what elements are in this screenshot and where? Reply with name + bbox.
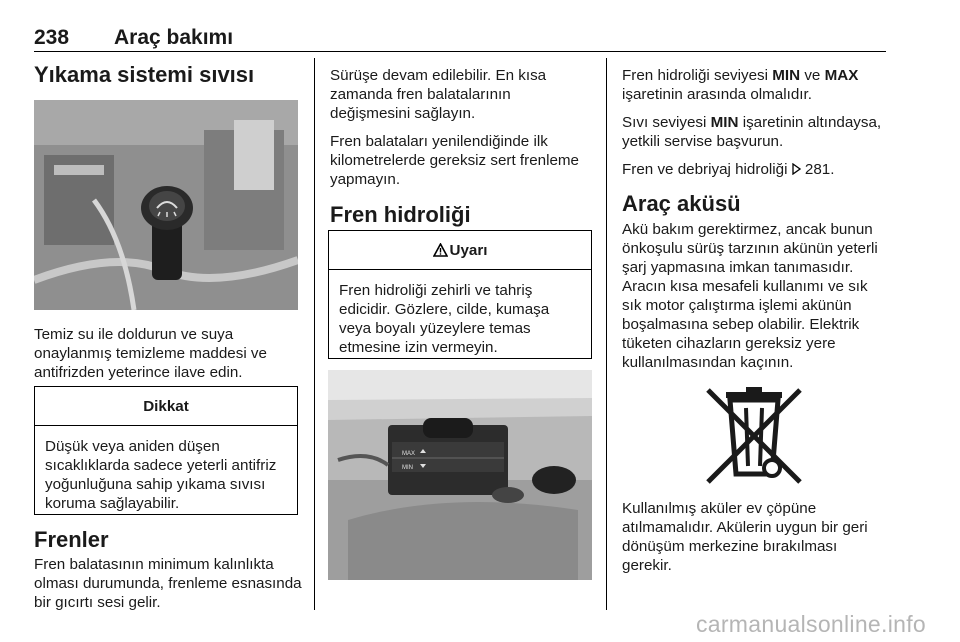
- min-mark: MIN: [772, 67, 801, 84]
- warning-title: Uyarı: [449, 241, 488, 259]
- warning-header: [329, 231, 591, 270]
- brake-fluid-reservoir-illustration: [328, 370, 592, 580]
- text-run: ve: [800, 67, 825, 84]
- brakes-continued-text: [330, 66, 592, 198]
- battery-text: [622, 220, 890, 381]
- washer-fluid-text: [34, 325, 300, 391]
- paragraph: Akü bakım gerektirmez, ancak bunun önkoşulu sürüş tarzının akünün yeterli şarj yapmasına imkan tanımasıdır. Aracın kısa mesafeli kullanımı ve sık sık motor çalıştırma işlemi akünün boşalmasına sebep olabilir. Elektrik tüketen cihazların gereksiz yere kullanılmasından kaçının.: [622, 221, 878, 371]
- header-rule: [34, 51, 886, 52]
- warning-box: [328, 230, 592, 359]
- page-reference[interactable]: 281.: [800, 161, 835, 178]
- brake-fluid-level-text: [622, 66, 888, 189]
- paragraph: [622, 66, 888, 104]
- caution-text: Düşük veya aniden düşen sıcaklıklarda sadece yeterli antifriz yoğunluğuna sahip yıkama sıvısı koruma sağlayabilir.: [45, 438, 277, 512]
- warning-text: Fren hidroliği zehirli ve tahriş edicidir. Gözlere, cilde, kumaşa veya boyalı yüzeylere temas etmesine izin vermeyin.: [339, 282, 550, 356]
- washer-fluid-heading: Yıkama sistemi sıvısı: [34, 62, 255, 87]
- battery-heading: Araç aküsü: [622, 191, 741, 216]
- text-run: Fren ve debriyaj hidroliği: [622, 161, 792, 178]
- column-divider: [606, 58, 607, 610]
- text-run: işaretinin altındaysa, yetkili servise başvurun.: [622, 114, 882, 150]
- paragraph: [622, 113, 888, 151]
- paragraph: Temiz su ile doldurun ve suya onaylanmış temizleme maddesi ve antifrizden yeterince ilave edin.: [34, 326, 267, 381]
- paragraph: Sürüşe devam edilebilir. En kısa zamanda fren balatalarının değişmesini sağlayın.: [330, 67, 547, 122]
- battery-disposal-text: [622, 499, 890, 584]
- brake-fluid-heading: Fren hidroliği: [330, 202, 471, 227]
- paragraph: Kullanılmış aküler ev çöpüne atılmamalıdır. Akülerin uygun bir geri dönüşüm merkezine bırakılması gerekir.: [622, 500, 868, 574]
- min-mark-label: MIN: [402, 465, 413, 471]
- min-mark: MIN: [710, 114, 739, 131]
- text-run: Sıvı seviyesi: [622, 114, 711, 131]
- washer-reservoir-photo: [34, 100, 298, 310]
- page-reference-arrow-icon: [792, 161, 801, 180]
- warning-triangle-icon: [433, 243, 448, 257]
- max-mark: MAX: [824, 67, 859, 84]
- brakes-text: [34, 555, 302, 621]
- brakes-heading: Frenler: [34, 527, 109, 552]
- column-divider: [314, 58, 315, 610]
- paragraph: Fren balatasının minimum kalınlıkta olması durumunda, frenleme esnasında bir gıcırtı sesi gelir.: [34, 556, 302, 611]
- chapter-title: Araç bakımı: [114, 26, 234, 49]
- washer-reservoir-illustration: [34, 100, 298, 310]
- paragraph: Fren balataları yenilendiğinde ilk kilometrelerde gereksiz sert frenleme yapmayın.: [330, 133, 579, 188]
- paragraph: [622, 160, 888, 180]
- text-run: Fren hidroliği seviyesi: [622, 67, 773, 84]
- max-mark-label: MAX: [402, 451, 416, 457]
- caution-box: [34, 386, 298, 515]
- page-number: 238: [34, 26, 70, 49]
- watermark: carmanualsonline.info: [695, 611, 926, 637]
- brake-fluid-reservoir-photo: [328, 370, 592, 580]
- caution-title: Dikkat: [35, 387, 297, 426]
- text-run: işaretinin arasında olmalıdır.: [622, 86, 812, 103]
- crossed-out-bin-icon: [702, 386, 806, 486]
